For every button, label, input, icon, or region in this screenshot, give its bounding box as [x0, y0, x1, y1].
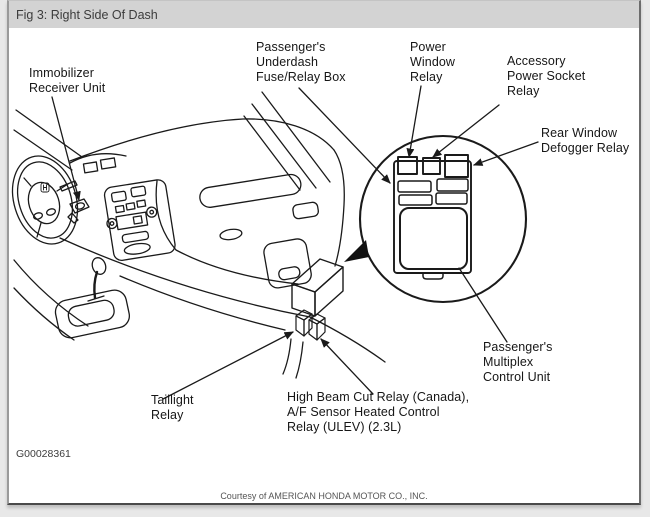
label-line: Window — [410, 55, 456, 69]
label-line: Receiver Unit — [29, 81, 106, 95]
title-bar — [9, 1, 639, 28]
courtesy-line: Courtesy of AMERICAN HONDA MOTOR CO., INC. — [220, 491, 428, 501]
label-line: Accessory — [507, 54, 566, 68]
label-line: Taillight — [151, 393, 194, 407]
ignition-immobilizer-area — [60, 181, 89, 223]
leader-taillight — [163, 332, 293, 399]
label-line: Power — [410, 40, 446, 54]
figure-code: G00028361 — [16, 448, 71, 460]
label-line: Passenger's — [483, 340, 553, 354]
label-line: Defogger Relay — [541, 141, 630, 155]
dashboard-outline — [14, 150, 385, 378]
label-line: Relay (ULEV) (2.3L) — [287, 420, 402, 434]
label-accessory-power-socket-relay — [507, 54, 585, 99]
label-underdash-fuse-relay-box — [256, 40, 346, 85]
dash-top-edge — [70, 119, 334, 161]
label-line: High Beam Cut Relay (Canada), — [287, 390, 470, 404]
label-taillight-relay — [151, 393, 194, 423]
gear-shifter — [53, 256, 131, 340]
leader-underdash-box — [299, 88, 390, 183]
label-line: A/F Sensor Heated Control — [287, 405, 440, 419]
center-stack — [101, 179, 176, 262]
label-rear-window-defogger-relay — [541, 126, 629, 156]
label-power-window-relay — [410, 40, 455, 85]
label-line: Immobilizer — [29, 66, 94, 80]
label-immobilizer-receiver-unit — [29, 66, 105, 96]
diagram-area — [9, 28, 639, 503]
steering-wheel — [9, 148, 88, 252]
label-line: Underdash — [256, 55, 319, 69]
label-line: Relay — [507, 84, 540, 98]
dash-vents — [198, 171, 320, 243]
label-line: Fuse/Relay Box — [256, 70, 346, 84]
label-line: Control Unit — [483, 370, 551, 384]
label-high-beam-cut-relay — [287, 390, 469, 435]
zoom-pointer-wedge — [344, 240, 369, 262]
label-line: Power Socket — [507, 69, 586, 83]
figure-window — [7, 0, 641, 505]
label-line: Rear Window — [541, 126, 618, 140]
leader-high-beam — [321, 339, 373, 394]
label-line: Multiplex — [483, 355, 534, 369]
label-passengers-multiplex-control-unit — [483, 340, 553, 385]
underdash-fuse-relay-box-3d — [292, 259, 343, 316]
glove-box — [262, 238, 312, 290]
instrument-cluster — [70, 154, 126, 173]
label-line: Relay — [151, 408, 184, 422]
label-line: Relay — [410, 70, 443, 84]
figure-title: Fig 3: Right Side Of Dash — [16, 7, 158, 22]
label-line: Passenger's — [256, 40, 326, 54]
